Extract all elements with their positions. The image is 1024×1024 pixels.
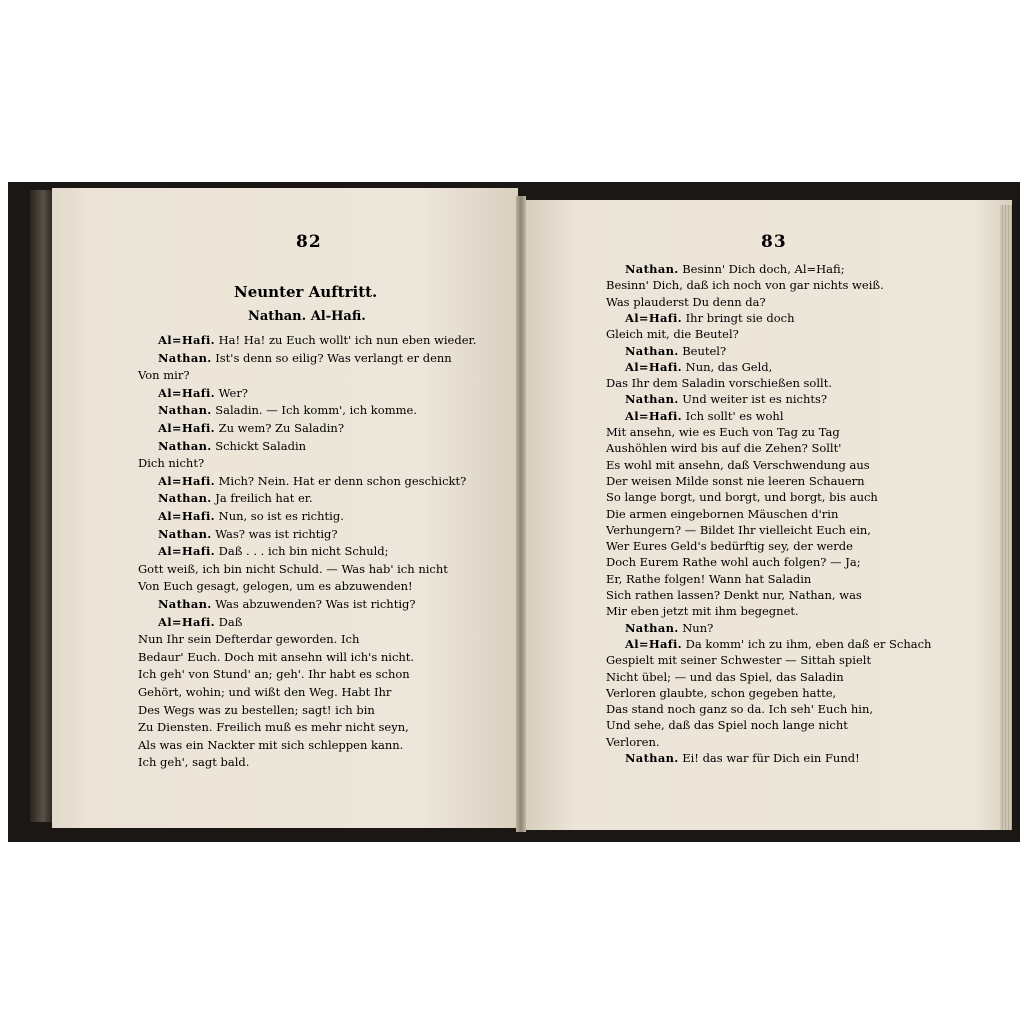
speaker-name: Al=Hafi. xyxy=(158,544,215,559)
text-line xyxy=(158,420,344,436)
verse-text: Was? was ist richtig? xyxy=(215,526,338,541)
text-line xyxy=(158,508,344,524)
text-line xyxy=(606,424,840,440)
speaker-name: Al=Hafi. xyxy=(158,509,215,523)
text-line xyxy=(606,522,871,538)
text-line xyxy=(606,701,873,717)
text-line xyxy=(158,350,452,366)
verse-text: Ha! Ha! zu Euch wollt' ich nun eben wieder. xyxy=(218,333,477,347)
verse-text: Das Ihr dem Saladin vorschießen sollt. xyxy=(606,376,832,391)
speaker-name: Nathan. xyxy=(625,392,679,407)
text-line xyxy=(606,375,832,391)
verse-text: Das stand noch ganz so da. Ich seh' Euch hin, xyxy=(606,702,874,717)
verse-text: Ich geh' von Stund' an; geh'. Ihr habt es schon xyxy=(138,667,410,682)
speaker-name: Nathan. xyxy=(625,262,679,276)
verse-text: Ihr bringt sie doch xyxy=(685,310,795,325)
verse-text: Nun, das Geld, xyxy=(685,359,773,374)
text-line xyxy=(158,385,248,401)
verse-text: Da komm' ich zu ihm, eben daß er Schach xyxy=(685,636,932,651)
book-gutter xyxy=(516,196,526,832)
verse-text: Sich rathen lassen? Denkt nur, Nathan, was xyxy=(606,588,862,602)
verse-text: Die armen eingebornen Mäuschen d'rin xyxy=(606,506,839,521)
speaker-name: Al=Hafi. xyxy=(625,359,682,374)
text-line xyxy=(606,685,836,701)
verse-text: Es wohl mit ansehn, daß Verschwendung aus xyxy=(606,457,870,472)
text-line xyxy=(606,294,766,310)
verse-text: Ja freilich hat er. xyxy=(215,491,313,506)
text-line xyxy=(606,506,838,522)
verse-text: Besinn' Dich, daß ich noch von gar nichts weiß. xyxy=(606,278,884,293)
text-line xyxy=(606,457,870,473)
verse-text: Mich? Nein. Hat er denn schon geschickt? xyxy=(218,473,467,488)
text-line xyxy=(606,652,871,668)
text-line xyxy=(138,754,249,770)
verse-text: Mit ansehn, wie es Euch von Tag zu Tag xyxy=(606,425,840,439)
text-line xyxy=(158,596,416,612)
text-line xyxy=(138,455,204,471)
speaker-name: Al=Hafi. xyxy=(625,636,682,651)
verse-text: Saladin. — Ich komm', ich komme. xyxy=(215,403,417,418)
verse-text: Von Euch gesagt, gelogen, um es abzuwenden! xyxy=(138,579,413,594)
text-line xyxy=(138,367,189,383)
text-line xyxy=(606,669,844,685)
text-line xyxy=(606,734,660,750)
scene-heading: Neunter Auftritt. xyxy=(234,283,378,301)
verse-text: Bedaur' Euch. Doch mit ansehn will ich's nicht. xyxy=(138,649,415,664)
text-line xyxy=(606,326,739,342)
verse-text: Und sehe, daß das Spiel noch lange nicht xyxy=(606,718,848,733)
verse-text: Zu wem? Zu Saladin? xyxy=(218,421,344,435)
verse-text: Wer Eures Geld's bedürftig sey, der werde xyxy=(606,539,853,554)
text-line xyxy=(606,587,862,603)
verse-text: Doch Eurem Rathe wohl auch folgen? — Ja; xyxy=(606,555,861,570)
verse-text: Verloren. xyxy=(606,734,660,749)
verse-text: Als was ein Nackter mit sich schleppen kann. xyxy=(138,737,404,752)
verse-text: Nicht übel; — und das Spiel, das Saladin xyxy=(606,669,844,684)
text-line xyxy=(606,571,811,587)
verse-text: So lange borgt, und borgt, und borgt, bis auch xyxy=(606,490,878,505)
speaker-name: Nathan. xyxy=(158,350,212,365)
verse-text: Wer? xyxy=(218,385,248,400)
page-number-right: 83 xyxy=(761,232,787,252)
verse-text: Gott weiß, ich bin nicht Schuld. — Was hab' ich nicht xyxy=(138,561,448,576)
speaker-name: Nathan. xyxy=(158,438,212,453)
text-line xyxy=(625,408,784,424)
verse-text: Ich geh', sagt bald. xyxy=(138,755,250,770)
verse-text: Verloren glaubte, schon gegeben hatte, xyxy=(606,685,837,700)
verse-text: Dich nicht? xyxy=(138,456,205,471)
verse-text: Aushöhlen wird bis auf die Zehen? Sollt' xyxy=(606,441,842,456)
verse-text: Ich sollt' es wohl xyxy=(685,408,784,423)
text-line xyxy=(606,277,884,293)
text-line xyxy=(158,614,242,630)
verse-text: Mir eben jetzt mit ihm begegnet. xyxy=(606,604,799,619)
verse-text: Ei! das war für Dich ein Fund! xyxy=(682,751,860,765)
verse-text: Gleich mit, die Beutel? xyxy=(606,327,739,342)
text-line xyxy=(625,310,794,326)
text-line xyxy=(625,391,827,407)
text-line xyxy=(625,620,713,636)
speaker-name: Al=Hafi. xyxy=(158,333,215,347)
scene-cast: Nathan. Al-Hafi. xyxy=(248,309,366,324)
text-line xyxy=(158,526,338,542)
text-line xyxy=(138,719,409,735)
verse-text: Nun, so ist es richtig. xyxy=(218,509,344,523)
speaker-name: Al=Hafi. xyxy=(158,473,215,488)
verse-text: Des Wegs was zu bestellen; sagt! ich bin xyxy=(138,702,375,717)
text-line xyxy=(138,649,414,665)
verse-text: Daß xyxy=(218,614,243,629)
page-edges xyxy=(1000,205,1012,830)
speaker-name: Nathan. xyxy=(625,343,679,358)
page-number-left: 82 xyxy=(296,232,322,252)
verse-text: Was abzuwenden? Was ist richtig? xyxy=(215,597,416,611)
verse-text: Und weiter ist es nichts? xyxy=(682,392,828,407)
text-line xyxy=(606,473,865,489)
text-line xyxy=(138,737,403,753)
verse-text: Verhungern? — Bildet Ihr vielleicht Euch ein, xyxy=(606,522,871,537)
text-line xyxy=(138,631,359,647)
text-line xyxy=(606,440,841,456)
text-line xyxy=(606,538,853,554)
speaker-name: Al=Hafi. xyxy=(158,614,215,629)
text-line xyxy=(606,717,848,733)
speaker-name: Nathan. xyxy=(625,620,679,635)
text-line xyxy=(138,578,413,594)
text-line xyxy=(606,603,799,619)
speaker-name: Nathan. xyxy=(158,403,212,418)
verse-text: Zu Diensten. Freilich muß es mehr nicht seyn, xyxy=(138,720,409,735)
text-line xyxy=(606,554,861,570)
verse-text: Nun? xyxy=(682,620,714,635)
speaker-name: Nathan. xyxy=(158,526,212,541)
text-line xyxy=(138,561,448,577)
text-line xyxy=(158,543,389,559)
verse-text: Besinn' Dich doch, Al=Hafi; xyxy=(682,262,845,276)
verse-text: Gespielt mit seiner Schwester — Sittah spielt xyxy=(606,653,872,668)
text-line xyxy=(158,490,313,506)
text-line xyxy=(158,473,466,489)
speaker-name: Nathan. xyxy=(625,751,679,765)
text-line xyxy=(625,750,860,766)
text-line xyxy=(625,261,845,277)
verse-text: Nun Ihr sein Defterdar geworden. Ich xyxy=(138,632,360,647)
verse-text: Was plauderst Du denn da? xyxy=(606,294,766,309)
verse-text: Der weisen Milde sonst nie leeren Schauern xyxy=(606,473,865,488)
speaker-name: Al=Hafi. xyxy=(158,385,215,400)
text-line xyxy=(625,343,726,359)
book-spine xyxy=(30,190,52,822)
text-line xyxy=(606,489,878,505)
text-line xyxy=(138,684,391,700)
text-line xyxy=(158,332,476,348)
text-line xyxy=(138,702,375,718)
speaker-name: Al=Hafi. xyxy=(625,310,682,325)
verse-text: Von mir? xyxy=(138,368,190,383)
verse-text: Gehört, wohin; und wißt den Weg. Habt Ihr xyxy=(138,685,392,699)
verse-text: Schickt Saladin xyxy=(215,438,307,453)
text-line xyxy=(158,402,417,418)
text-line xyxy=(625,636,931,652)
verse-text: Er, Rathe folgen! Wann hat Saladin xyxy=(606,571,812,586)
verse-text: Daß . . . ich bin nicht Schuld; xyxy=(218,544,389,559)
speaker-name: Nathan. xyxy=(158,597,212,611)
verse-text: Ist's denn so eilig? Was verlangt er denn xyxy=(215,350,452,365)
text-line xyxy=(138,666,410,682)
text-line xyxy=(158,438,306,454)
speaker-name: Nathan. xyxy=(158,491,212,506)
speaker-name: Al=Hafi. xyxy=(158,421,215,435)
speaker-name: Al=Hafi. xyxy=(625,408,682,423)
verse-text: Beutel? xyxy=(682,343,727,358)
text-line xyxy=(625,359,772,375)
